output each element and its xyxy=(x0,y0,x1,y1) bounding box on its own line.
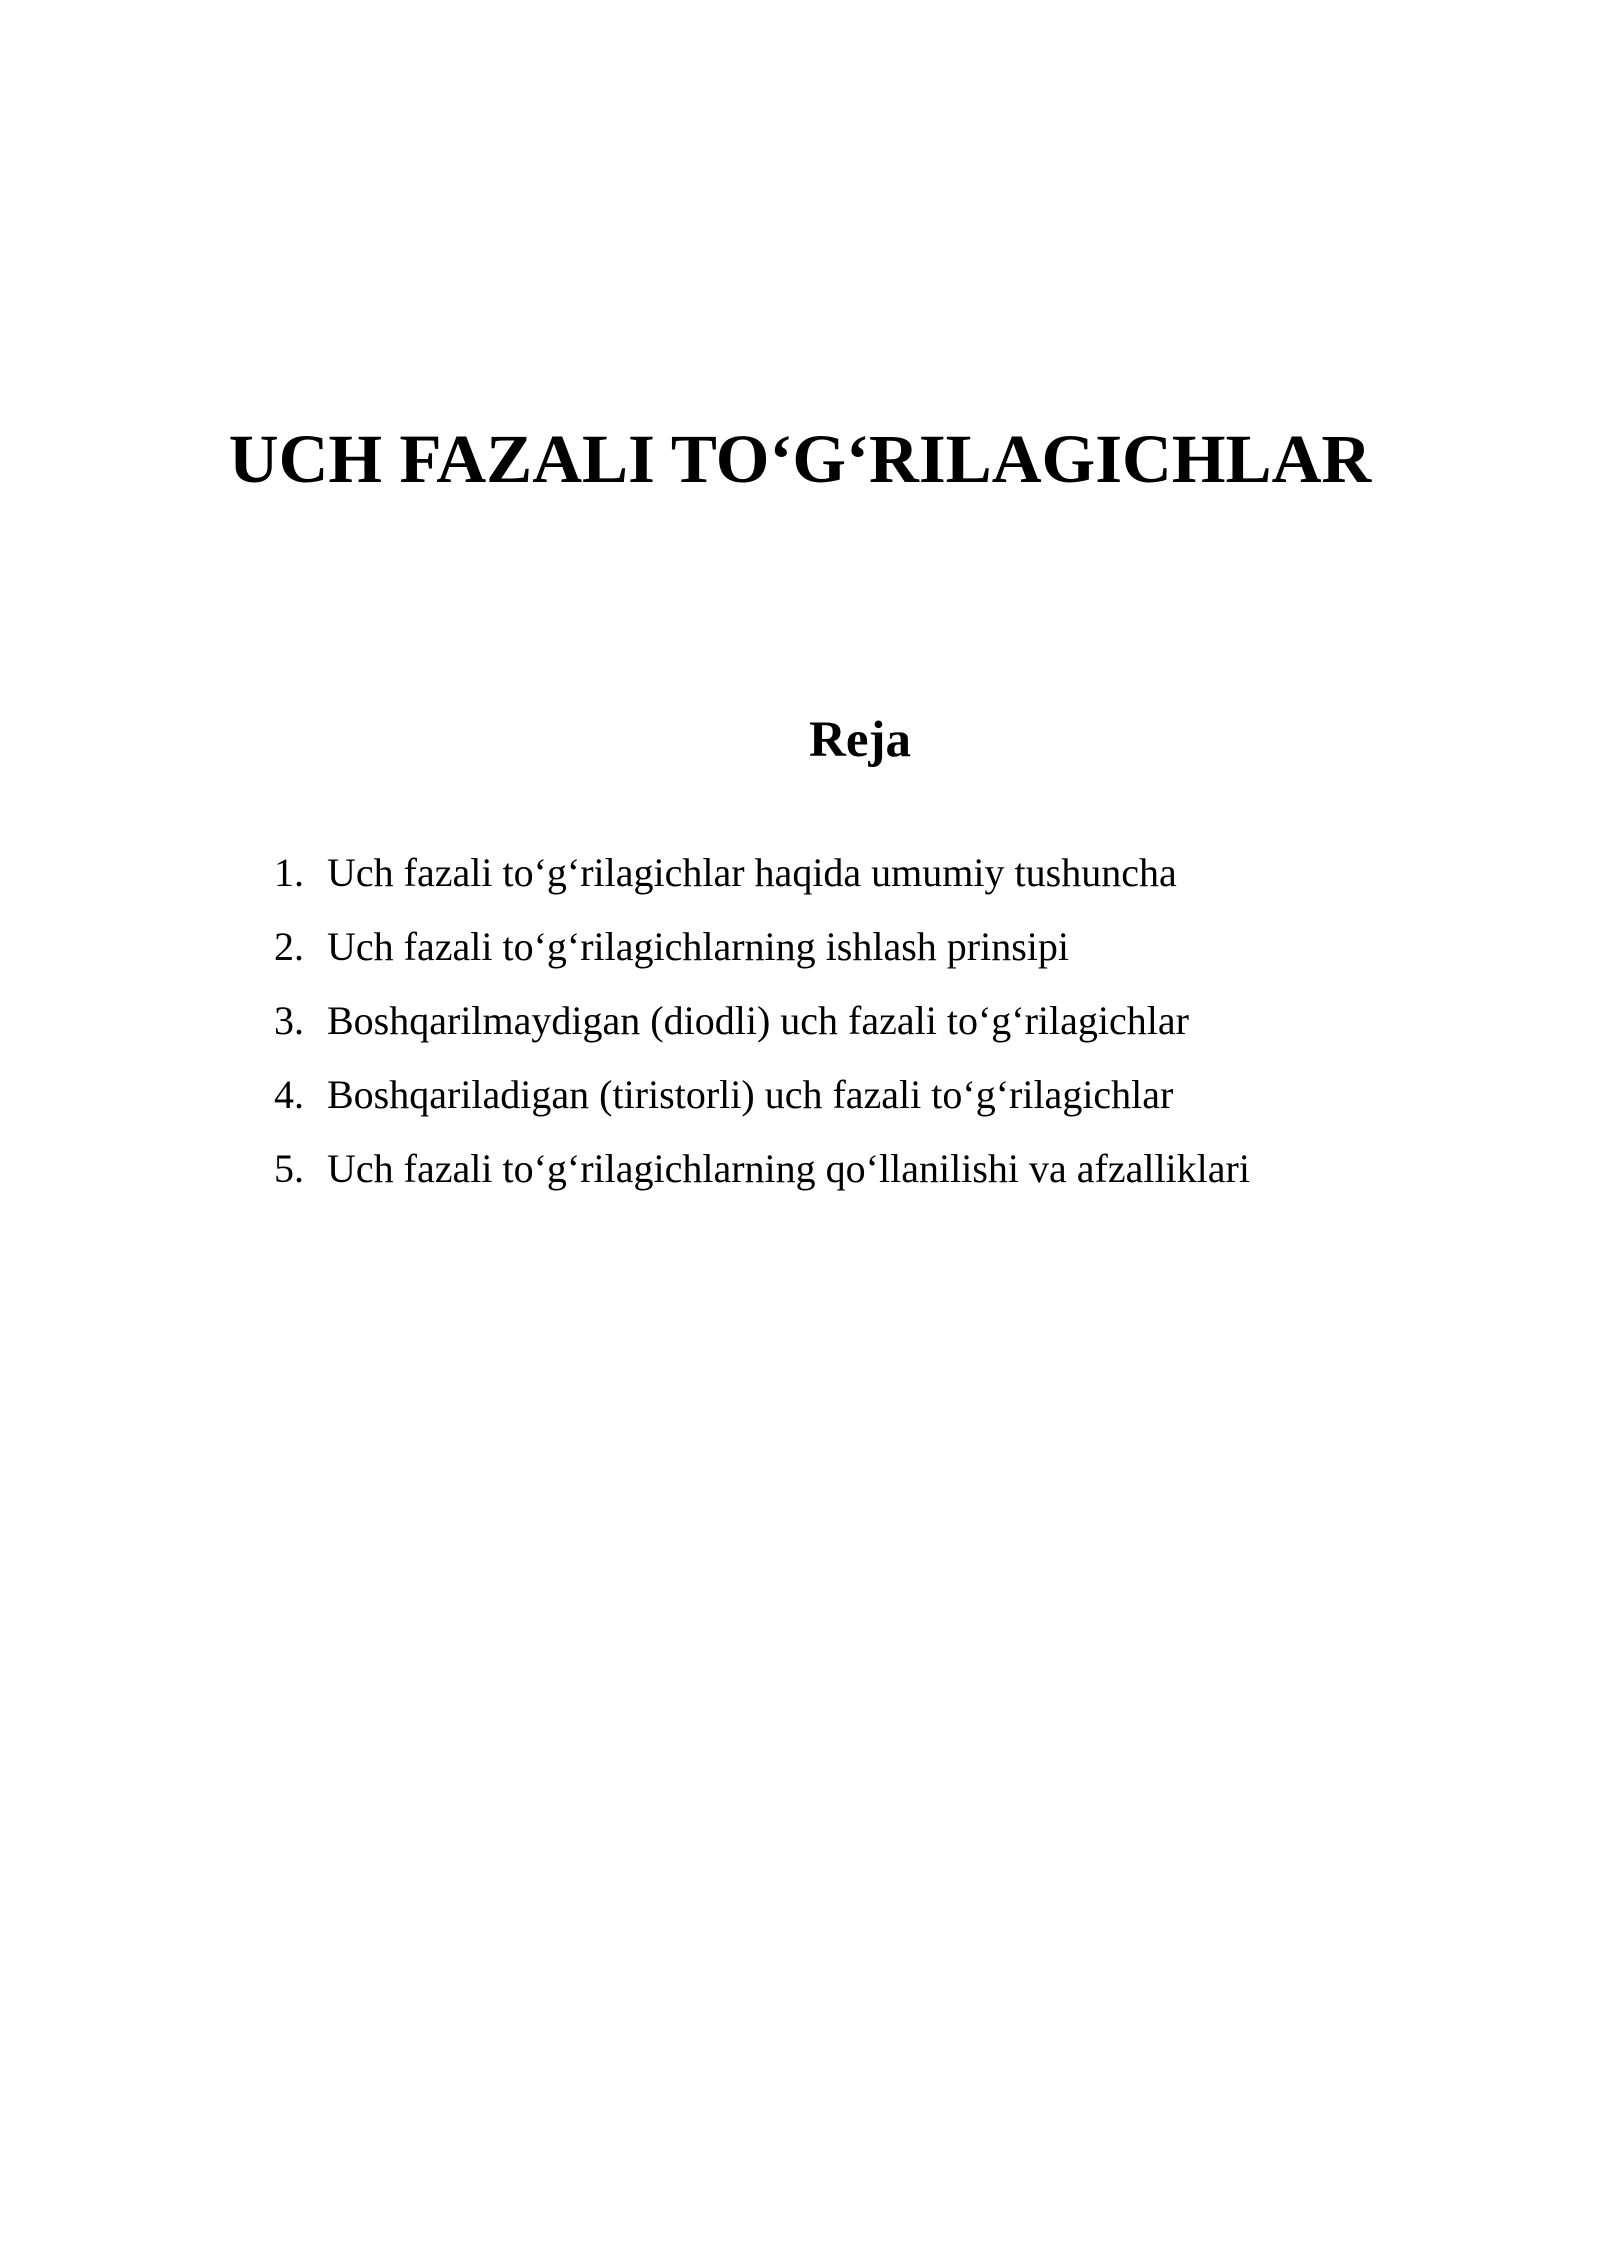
list-item-text: Boshqarilmaydigan (diodli) uch fazali to‘g‘rilagichlar xyxy=(327,998,1189,1043)
list-item-text: Uch fazali to‘g‘rilagichlarning qo‘llanilishi va afzalliklari xyxy=(327,1146,1250,1191)
list-item-text: Uch fazali to‘g‘rilagichlar haqida umumiy tushuncha xyxy=(327,850,1177,895)
list-item-text: Boshqariladigan (tiristorli) uch fazali to‘g‘rilagichlar xyxy=(327,1072,1174,1117)
list-item-number: 2. xyxy=(274,924,304,969)
list-item xyxy=(274,910,1474,984)
list-item xyxy=(274,1132,1474,1206)
list-item xyxy=(274,1058,1474,1132)
list-item xyxy=(274,836,1474,910)
list-item-number: 4. xyxy=(274,1072,304,1117)
document-title: UCH FAZALI TO‘G‘RILAGICHLAR xyxy=(228,421,1372,497)
plan-heading: Reja xyxy=(809,712,911,768)
list-item-number: 1. xyxy=(274,850,304,895)
list-item-number: 3. xyxy=(274,998,304,1043)
plan-list xyxy=(274,836,1474,1206)
list-item-text: Uch fazali to‘g‘rilagichlarning ishlash prinsipi xyxy=(327,924,1070,969)
list-item-number: 5. xyxy=(274,1146,304,1191)
list-item xyxy=(274,984,1474,1058)
